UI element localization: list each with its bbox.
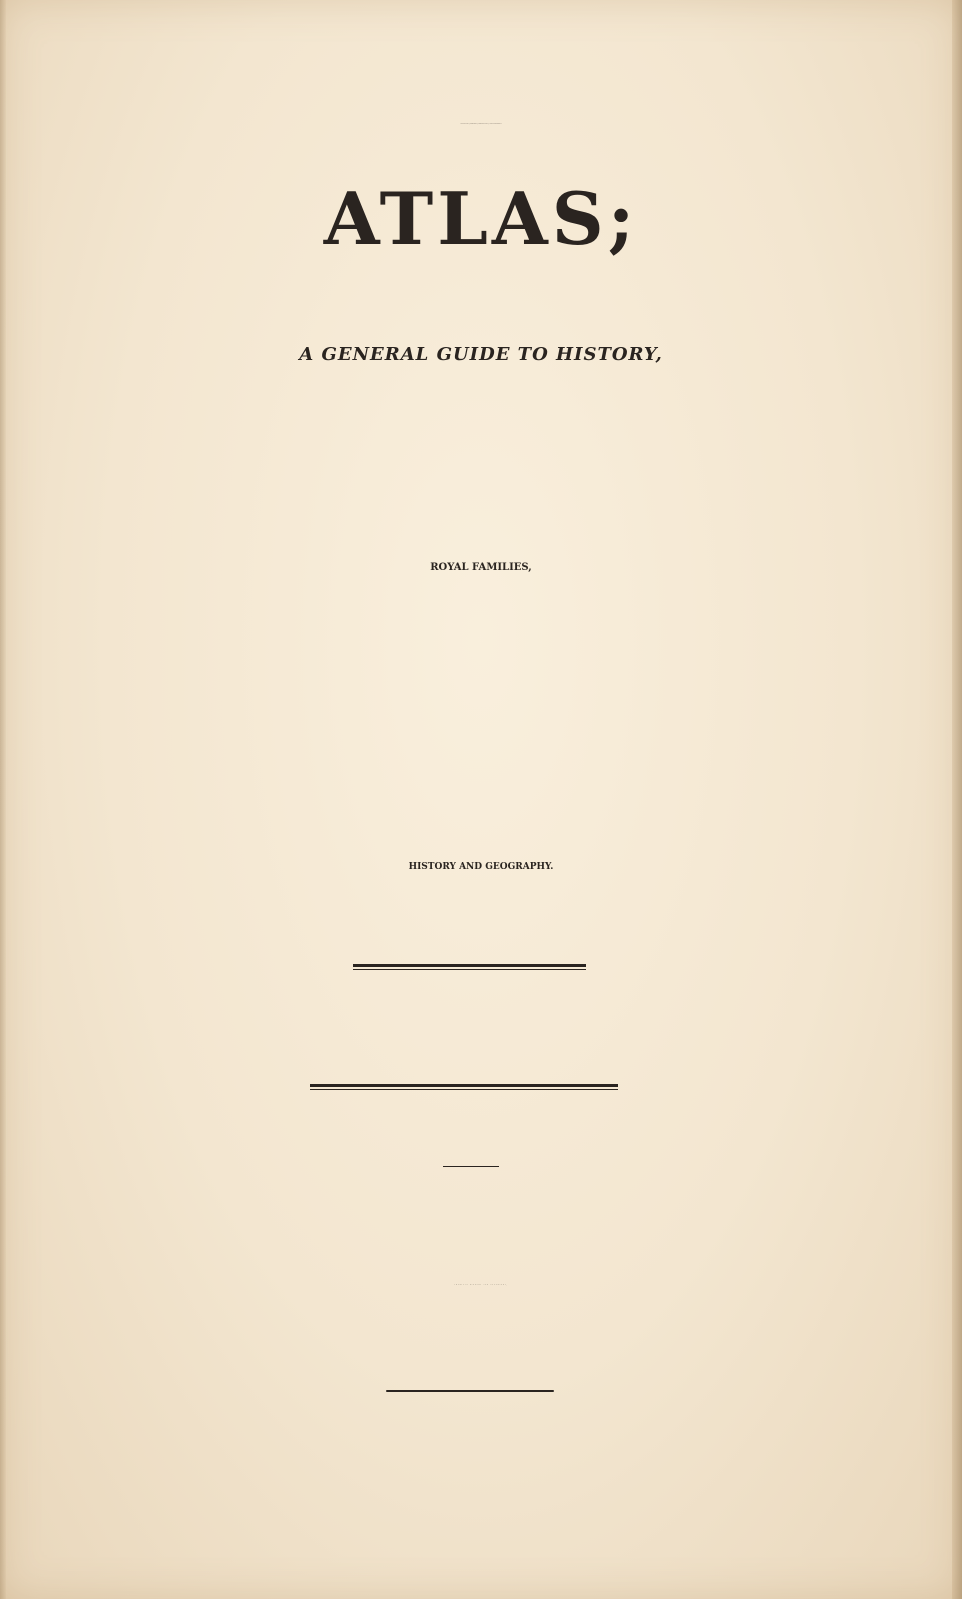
divider-rule-2-top [310,1084,618,1087]
atlas-heading: ATLAS; [323,176,639,261]
divider-rule-4 [386,1390,554,1392]
divider-rule-1-bottom [353,969,586,970]
general-guide-heading: A GENERAL GUIDE TO HISTORY, [299,344,663,365]
line-genealogical: GENEALOGICAL, HISTORICAL, CHRONOLOGICAL, AND GEOGRAPHICAL [460,124,502,125]
divider-rule-1-top [353,964,586,967]
divider-rule-3 [443,1166,499,1167]
line-american-history: AMERICAN HISTORY AND GEOGRAPHY, [454,1285,508,1286]
royal-families-heading: ROYAL FAMILIES, [430,562,532,573]
history-geography-heading: HISTORY AND GEOGRAPHY. [408,862,554,872]
divider-rule-2-bottom [310,1089,618,1090]
